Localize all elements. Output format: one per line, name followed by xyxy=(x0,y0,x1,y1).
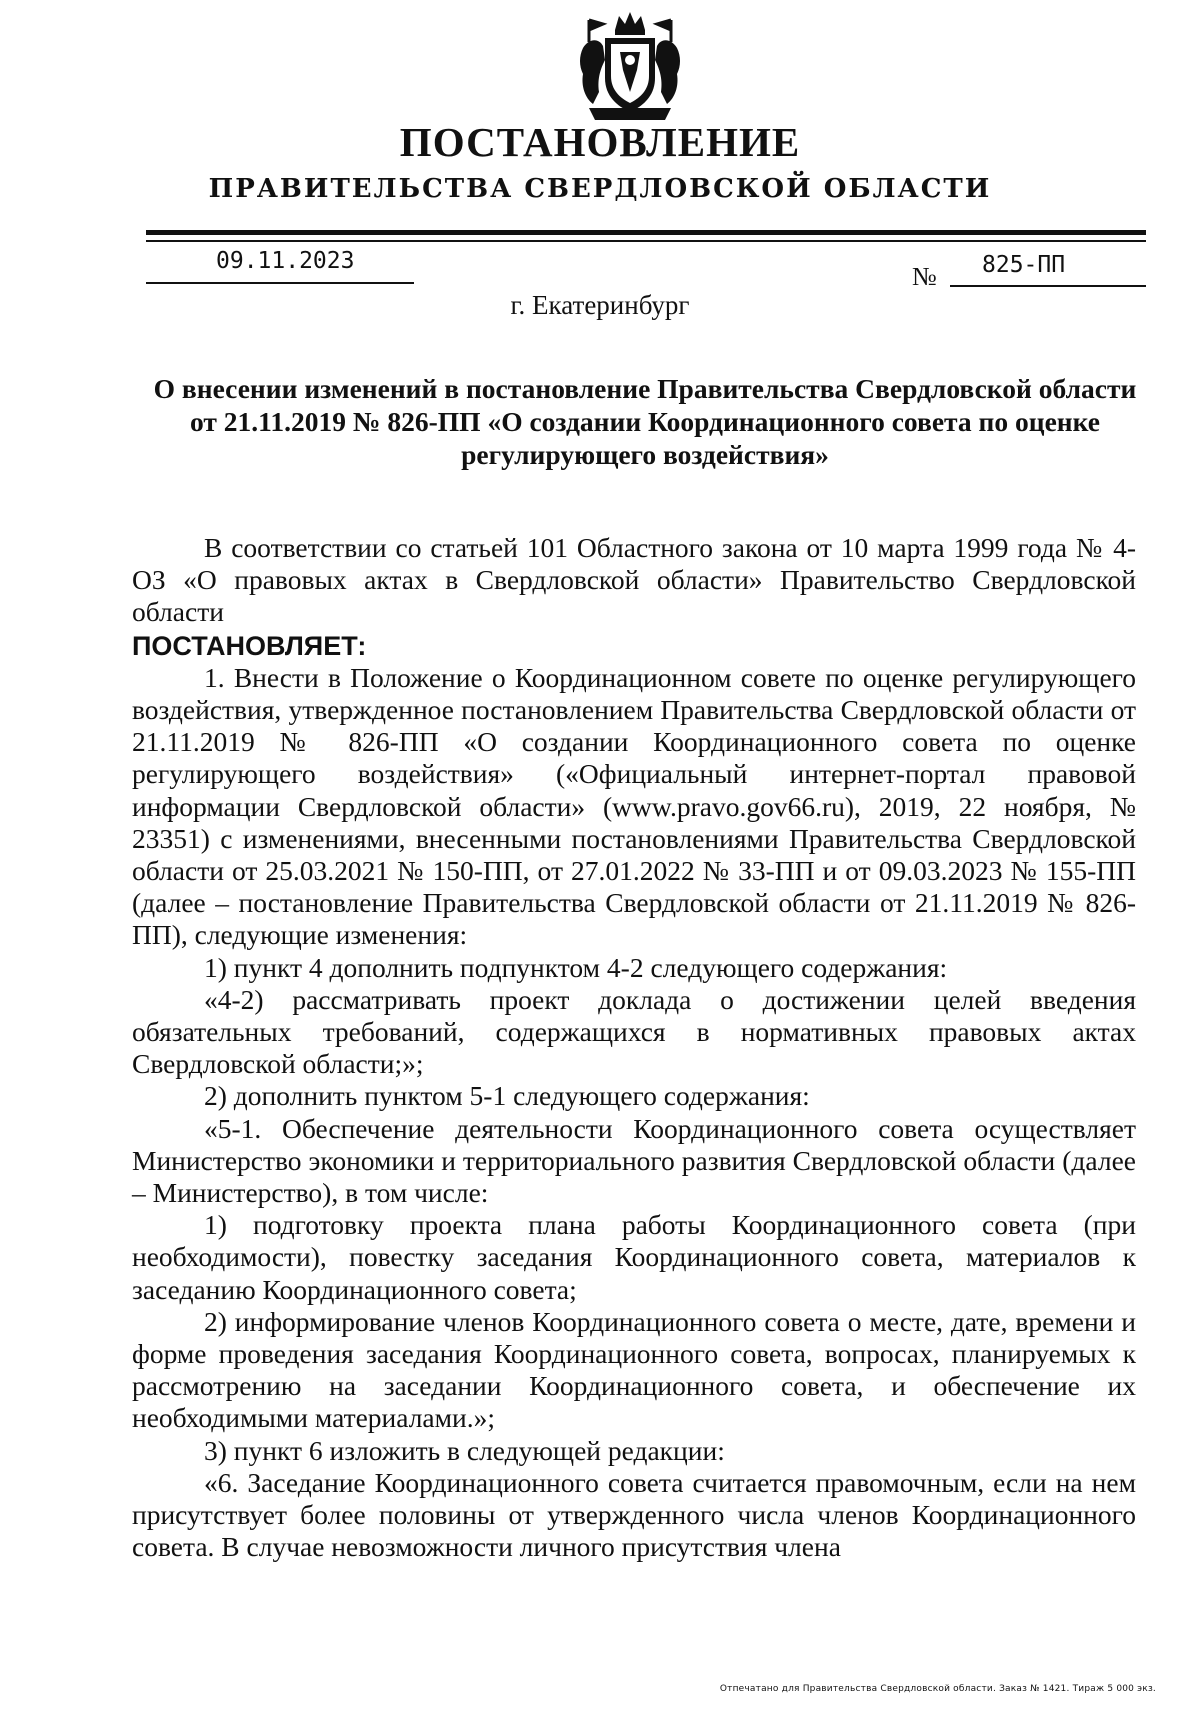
coat-of-arms-icon xyxy=(575,8,685,126)
document-body xyxy=(132,532,1136,1564)
document-subject-title: О внесении изменений в постановление Правительства Свердловской области от 21.11.2019 № 826-ПП «О создании Координационного совета по оценке регулирующего воздействия» xyxy=(153,373,1137,470)
issuer-title: ПРАВИТЕЛЬСТВА СВЕРДЛОВСКОЙ ОБЛАСТИ xyxy=(208,174,992,204)
date-underline xyxy=(146,282,414,284)
body-paragraph: 3) пункт 6 изложить в следующей редакции: xyxy=(204,1434,725,1466)
header-rule-thin xyxy=(146,240,1146,242)
body-paragraph: 2) информирование членов Координационного совета о месте, дате, времени и форме проведения заседания Координационного совета, вопросах, планируемых к рассмотрению на заседании Координационного совета, и обеспечение их необходимыми материалами.»; xyxy=(132,1305,1136,1434)
decree-heading: ПОСТАНОВЛЯЕТ: xyxy=(132,630,367,661)
header-rule-thick xyxy=(146,230,1146,235)
body-paragraph: «4-2) рассматривать проект доклада о достижении целей введения обязательных требований, содержащихся в нормативных правовых актах Свердловской области;»; xyxy=(132,983,1136,1080)
number-sign: № xyxy=(912,262,937,291)
document-number: 825-ПП xyxy=(982,252,1066,278)
body-paragraph: 1. Внести в Положение о Координационном совете по оценке регулирующего воздействия, утвержденное постановлением Правительства Свердловской области от 21.11.2019 № 826-ПП «О создании Координационного совета по оценке регулирующего воздействия» («Официальный интернет-портал правовой информации Свердловской области» (www.pravo.gov66.ru), 2019, 22 ноября, № 23351) с изменениями, внесенными постановлениями Правительства Свердловской области от 25.03.2021 № 150-ПП, от 27.01.2022 № 33-ПП и от 09.03.2023 № 155-ПП (далее – постановление Правительства Свердловской области от 21.11.2019 № 826-ПП), следующие изменения: xyxy=(132,661,1136,951)
document-date: 09.11.2023 xyxy=(216,248,355,274)
print-footer: Отпечатано для Правительства Свердловской области. Заказ № 1421. Тираж 5 000 экз. xyxy=(719,1684,1156,1694)
body-paragraph: 1) пункт 4 дополнить подпунктом 4-2 следующего содержания: xyxy=(204,951,948,983)
number-underline xyxy=(950,285,1146,287)
document-type-title: ПОСТАНОВЛЕНИЕ xyxy=(399,119,801,165)
body-paragraph: 2) дополнить пунктом 5-1 следующего содержания: xyxy=(204,1080,810,1112)
city: г. Екатеринбург xyxy=(510,290,690,320)
preamble-paragraph: В соответствии со статьей 101 Областного закона от 10 марта 1999 года № 4-ОЗ «О правовых актах в Свердловской области» Правительство Свердловской области xyxy=(132,532,1136,628)
body-paragraph: «6. Заседание Координационного совета считается правомочным, если на нем присутствует более половины от утвержденного числа членов Координационного совета. В случае невозможности личного присутствия члена xyxy=(132,1466,1136,1563)
body-paragraph: 1) подготовку проекта плана работы Координационного совета (при необходимости), повестку заседания Координационного совета, материалов к заседанию Координационного совета; xyxy=(132,1209,1136,1305)
body-paragraph: «5-1. Обеспечение деятельности Координационного совета осуществляет Министерство экономики и территориального развития Свердловской области (далее – Министерство), в том числе: xyxy=(132,1112,1136,1209)
